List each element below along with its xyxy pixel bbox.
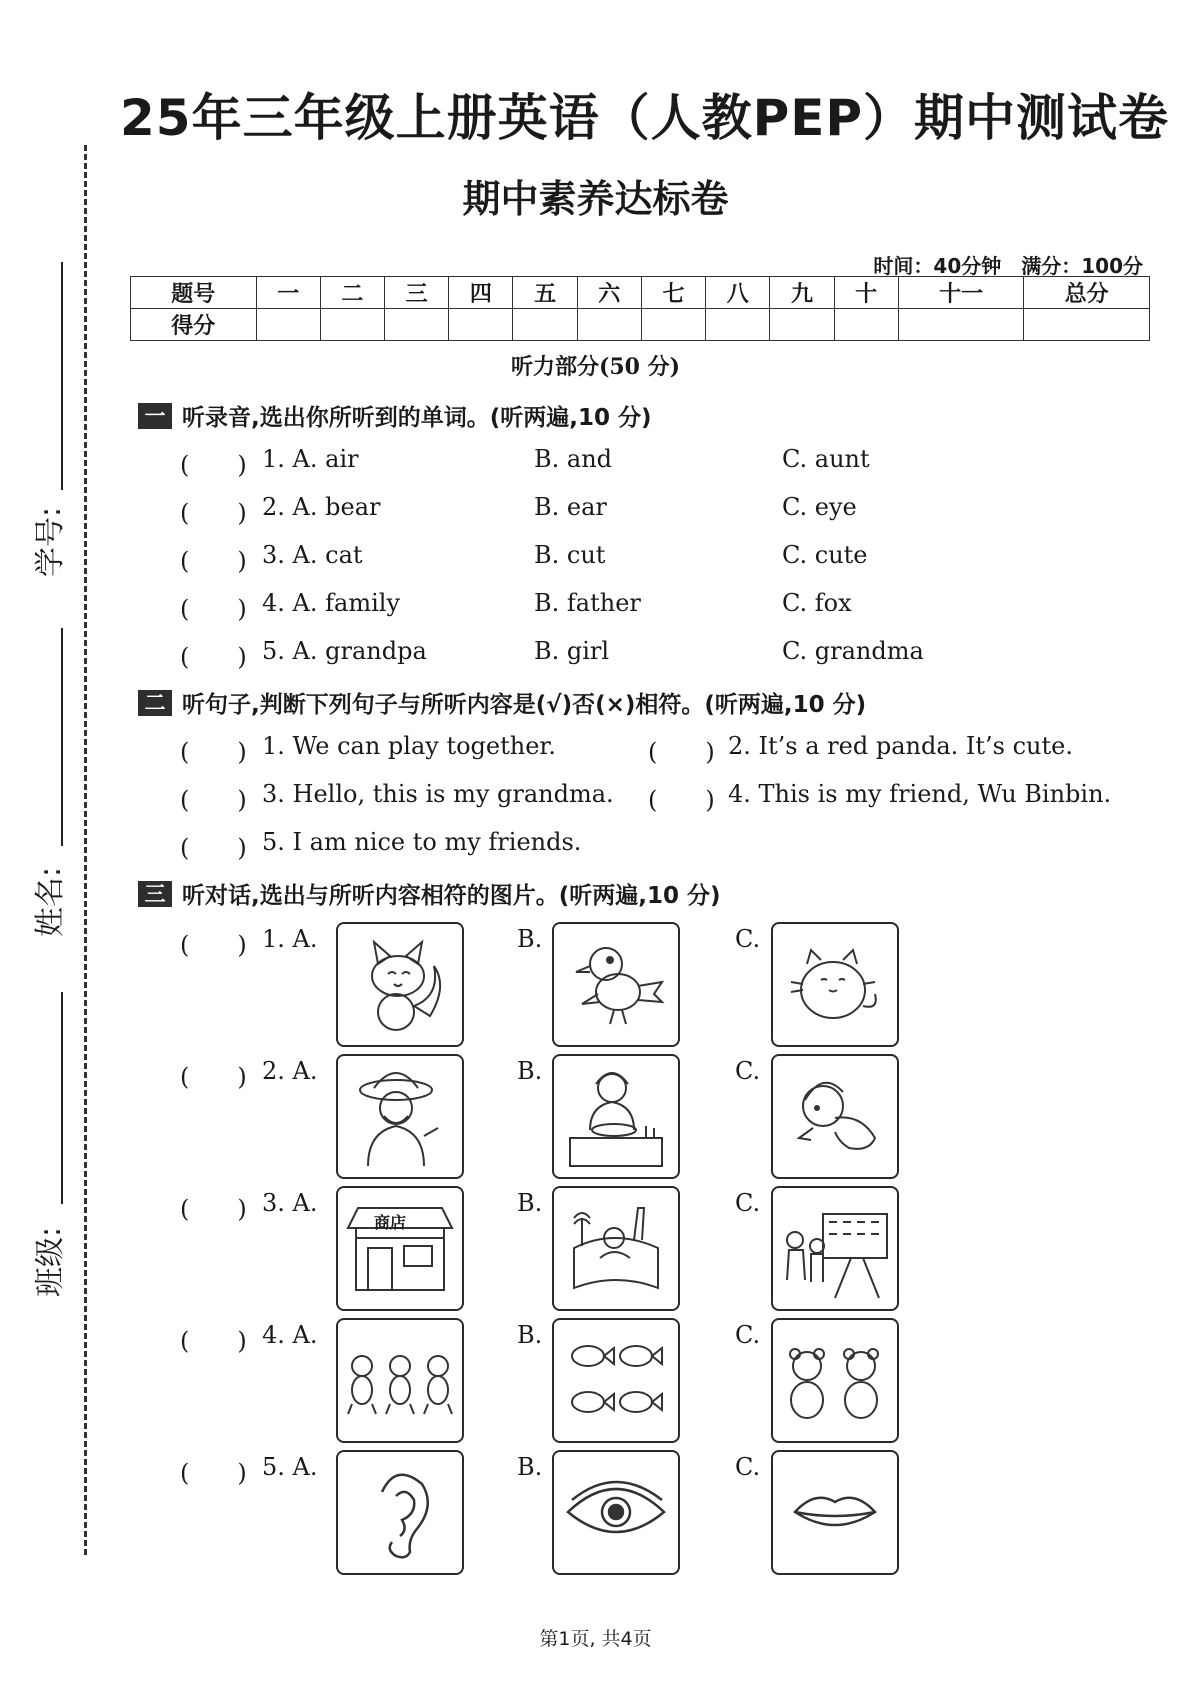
score-cell[interactable] [385, 309, 449, 341]
section1-header [138, 399, 652, 432]
item-number: 2. [262, 1057, 285, 1085]
listening-header: 听力部分(50 分) [510, 354, 681, 380]
label-c: C. [735, 1453, 761, 1481]
score-header-cell: 七 [641, 277, 705, 309]
section3-number: 三 [138, 881, 172, 907]
score-row-label: 得分 [131, 309, 257, 341]
answer-paren[interactable]: ( ) [180, 451, 247, 479]
item-number: 4. [262, 589, 285, 617]
score-header-cell: 总分 [1024, 277, 1150, 309]
score-cell[interactable] [706, 309, 770, 341]
label-a: A. [292, 1453, 318, 1481]
section1-title: 听录音,选出你所听到的单词。(听两遍,10 分) [182, 405, 652, 431]
option-a: A. bear [292, 493, 381, 521]
score-header-cell: 十 [834, 277, 898, 309]
option-c: C. cute [782, 541, 868, 569]
answer-paren[interactable]: ( ) [180, 595, 247, 623]
page-footer: 第1页, 共4页 [539, 1628, 652, 1650]
section2-title: 听句子,判断下列句子与所听内容是(√)否(×)相符。(听两遍,10 分) [182, 692, 867, 718]
score-header-cell: 十一 [898, 277, 1024, 309]
answer-paren[interactable]: ( ) [180, 786, 247, 814]
label-b: B. [517, 1321, 543, 1349]
label-a: A. [292, 1189, 318, 1217]
answer-paren[interactable]: ( ) [180, 1459, 247, 1487]
answer-paren[interactable]: ( ) [180, 499, 247, 527]
cooking-woman-picture[interactable] [552, 1054, 680, 1179]
score-cell[interactable] [834, 309, 898, 341]
fish-picture[interactable] [552, 1318, 680, 1443]
sentence-item: 2. It’s a red panda. It’s cute. [728, 732, 1073, 760]
score-cell[interactable] [256, 309, 320, 341]
answer-paren[interactable]: ( ) [180, 1195, 247, 1223]
page-title: 25年三年级上册英语（人教PEP）期中测试卷 [120, 89, 1170, 147]
sentence-item: 1. We can play together. [262, 732, 556, 760]
item-number: 5. [262, 637, 285, 665]
score-cell[interactable] [449, 309, 513, 341]
option-c: C. eye [782, 493, 857, 521]
item-number: 1. [262, 925, 285, 953]
cat-picture[interactable] [771, 922, 899, 1047]
exam-meta: 时间：40分钟 满分：100分 [873, 254, 1143, 278]
section2-header [138, 686, 866, 719]
label-b: B. [517, 1453, 543, 1481]
sentence-item: 5. I am nice to my friends. [262, 828, 582, 856]
sentence-item: 4. This is my friend, Wu Binbin. [728, 780, 1112, 808]
label-a: A. [292, 1057, 318, 1085]
ear-picture[interactable] [336, 1450, 464, 1575]
answer-paren[interactable]: ( ) [180, 547, 247, 575]
zoo-picture[interactable] [552, 1186, 680, 1311]
section3-header [138, 877, 721, 910]
id-label: 学号: [33, 506, 69, 578]
option-a: A. family [292, 589, 400, 617]
score-header-cell: 四 [449, 277, 513, 309]
mouth-picture[interactable] [771, 1450, 899, 1575]
eye-picture[interactable] [552, 1450, 680, 1575]
option-a: A. cat [292, 541, 363, 569]
grandpa-picture[interactable] [336, 1054, 464, 1179]
label-a: A. [292, 925, 318, 953]
score-header-cell: 九 [770, 277, 834, 309]
answer-paren[interactable]: ( ) [648, 738, 715, 766]
bears-picture[interactable] [771, 1318, 899, 1443]
score-cell[interactable] [320, 309, 384, 341]
section1-number: 一 [138, 403, 172, 429]
label-b: B. [517, 1057, 543, 1085]
score-value-row [131, 309, 1150, 341]
answer-paren[interactable]: ( ) [180, 834, 247, 862]
score-header-cell: 题号 [131, 277, 257, 309]
answer-paren[interactable]: ( ) [180, 931, 247, 959]
answer-paren[interactable]: ( ) [180, 1327, 247, 1355]
option-c: C. grandma [782, 637, 924, 665]
option-a: A. grandpa [292, 637, 427, 665]
score-header-cell: 三 [385, 277, 449, 309]
score-cell[interactable] [513, 309, 577, 341]
label-c: C. [735, 1057, 761, 1085]
score-cell[interactable] [577, 309, 641, 341]
name-label: 姓名: [33, 866, 69, 938]
section2-number: 二 [138, 690, 172, 716]
score-cell[interactable] [1024, 309, 1150, 341]
score-header-cell: 五 [513, 277, 577, 309]
class-label: 班级: [33, 1226, 69, 1298]
score-cell[interactable] [770, 309, 834, 341]
shop-sign: 商店 [374, 1213, 407, 1232]
item-number: 5. [262, 1453, 285, 1481]
sentence-item: 3. Hello, this is my grandma. [262, 780, 614, 808]
item-number: 1. [262, 445, 285, 473]
item-number: 2. [262, 493, 285, 521]
option-c: C. fox [782, 589, 852, 617]
page-subtitle: 期中素养达标卷 [462, 177, 729, 221]
item-number: 3. [262, 1189, 285, 1217]
label-c: C. [735, 1321, 761, 1349]
shop-picture[interactable] [336, 1186, 464, 1311]
option-a: A. air [292, 445, 359, 473]
bird-picture[interactable] [552, 922, 680, 1047]
option-b: B. father [534, 589, 641, 617]
option-c: C. aunt [782, 445, 870, 473]
section3-title: 听对话,选出与所听内容相符的图片。(听两遍,10 分) [182, 883, 721, 909]
score-header-cell: 八 [706, 277, 770, 309]
item-number: 4. [262, 1321, 285, 1349]
option-b: B. cut [534, 541, 606, 569]
option-b: B. girl [534, 637, 610, 665]
fox-picture[interactable] [336, 922, 464, 1047]
label-c: C. [735, 925, 761, 953]
option-b: B. ear [534, 493, 607, 521]
label-b: B. [517, 925, 543, 953]
monkeys-picture[interactable] [336, 1318, 464, 1443]
class-line [61, 992, 63, 1204]
score-table [130, 276, 1150, 341]
score-header-cell: 一 [256, 277, 320, 309]
score-cell[interactable] [641, 309, 705, 341]
item-number: 3. [262, 541, 285, 569]
label-b: B. [517, 1189, 543, 1217]
name-line [61, 628, 63, 846]
school-picture[interactable] [771, 1186, 899, 1311]
score-cell[interactable] [898, 309, 1024, 341]
answer-paren[interactable]: ( ) [648, 786, 715, 814]
label-a: A. [292, 1321, 318, 1349]
answer-paren[interactable]: ( ) [180, 738, 247, 766]
baby-picture[interactable] [771, 1054, 899, 1179]
answer-paren[interactable]: ( ) [180, 643, 247, 671]
score-header-cell: 六 [577, 277, 641, 309]
answer-paren[interactable]: ( ) [180, 1063, 247, 1091]
score-header-cell: 二 [320, 277, 384, 309]
score-header-row [131, 277, 1150, 309]
option-b: B. and [534, 445, 613, 473]
label-c: C. [735, 1189, 761, 1217]
